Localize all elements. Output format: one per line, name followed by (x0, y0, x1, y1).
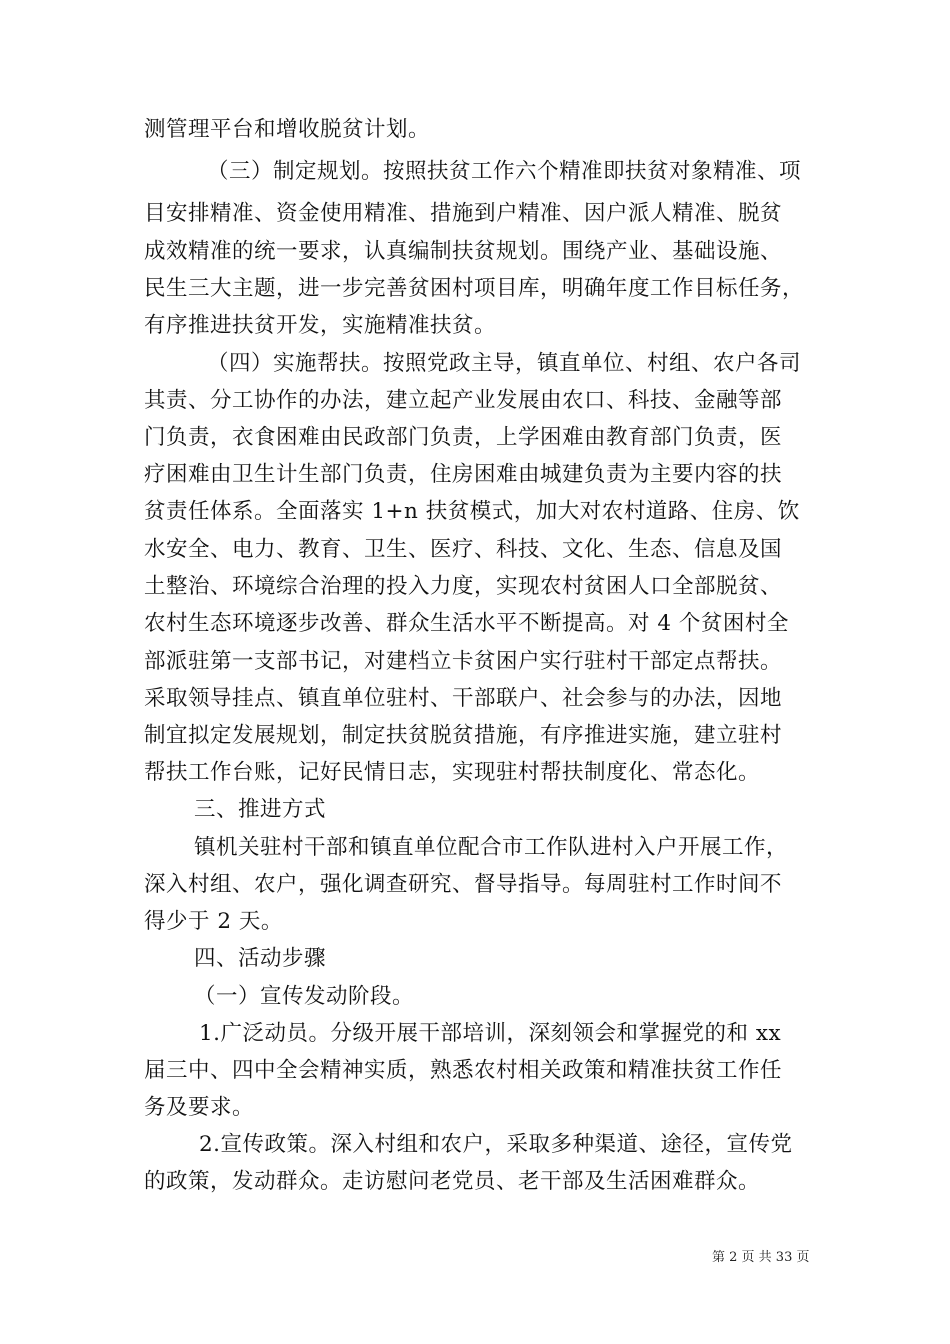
text-line: 成效精准的统一要求，认真编制扶贫规划。围绕产业、基础设施、 (144, 239, 783, 264)
text-line: 2.宣传政策。深入村组和农户，采取多种渠道、途径，宣传党 (199, 1132, 793, 1157)
text-line: 农村生态环境逐步改善、群众生活水平不断提高。对 4 个贫困村全 (144, 611, 789, 636)
text-line: 疗困难由卫生计生部门负责，住房困难由城建负责为主要内容的扶 (144, 462, 783, 487)
text-line: 水安全、电力、教育、卫生、医疗、科技、文化、生态、信息及国 (144, 537, 783, 562)
text-line: 土整治、环境综合治理的投入力度，实现农村贫困人口全部脱贫、 (144, 574, 783, 599)
text-line: （四）实施帮扶。按照党政主导，镇直单位、村组、农户各司 (207, 351, 802, 376)
section-heading: 四、活动步骤 (194, 946, 327, 971)
text-line: 的政策，发动群众。走访慰问老党员、老干部及生活困难群众。 (144, 1169, 761, 1194)
text-line: 门负责，衣食困难由民政部门负责，上学困难由教育部门负责，医 (144, 425, 783, 450)
text-line: 制宜拟定发展规划，制定扶贫脱贫措施，有序推进实施，建立驻村 (144, 723, 783, 748)
text-line: 其责、分工协作的办法，建立起产业发展由农口、科技、金融等部 (144, 388, 783, 413)
text-line: 届三中、四中全会精神实质，熟悉农村相关政策和精准扶贫工作任 (144, 1058, 783, 1083)
text-line: 1.广泛动员。分级开展干部培训，深刻领会和掌握党的和 xx (199, 1021, 782, 1046)
text-line: 得少于 2 天。 (144, 909, 283, 934)
text-line: 测管理平台和增收脱贫计划。 (144, 117, 431, 142)
text-line: 民生三大主题，进一步完善贫困村项目库，明确年度工作目标任务， (144, 276, 805, 301)
text-line: （三）制定规划。按照扶贫工作六个精准即扶贫对象精准、项 (207, 159, 802, 184)
text-line: 镇机关驻村干部和镇直单位配合市工作队进村入户开展工作， (194, 835, 789, 860)
text-line: 深入村组、农户，强化调查研究、督导指导。每周驻村工作时间不 (144, 872, 783, 897)
text-line: 部派驻第一支部书记，对建档立卡贫困户实行驻村干部定点帮扶。 (144, 649, 783, 674)
subsection-heading: （一）宣传发动阶段。 (194, 984, 415, 1009)
section-heading: 三、推进方式 (194, 797, 327, 822)
text-line: 有序推进扶贫开发，实施精准扶贫。 (144, 313, 497, 338)
text-line: 贫责任体系。全面落实 1+n 扶贫模式，加大对农村道路、住房、饮 (144, 499, 800, 524)
text-line: 帮扶工作台账，记好民情日志，实现驻村帮扶制度化、常态化。 (144, 760, 761, 785)
text-line: 务及要求。 (144, 1095, 255, 1120)
text-line: 采取领导挂点、镇直单位驻村、干部联户、社会参与的办法，因地 (144, 686, 783, 711)
text-line: 目安排精准、资金使用精准、措施到户精准、因户派人精准、脱贫 (144, 201, 783, 226)
page-number: 第 2 页 共 33 页 (712, 1250, 810, 1265)
